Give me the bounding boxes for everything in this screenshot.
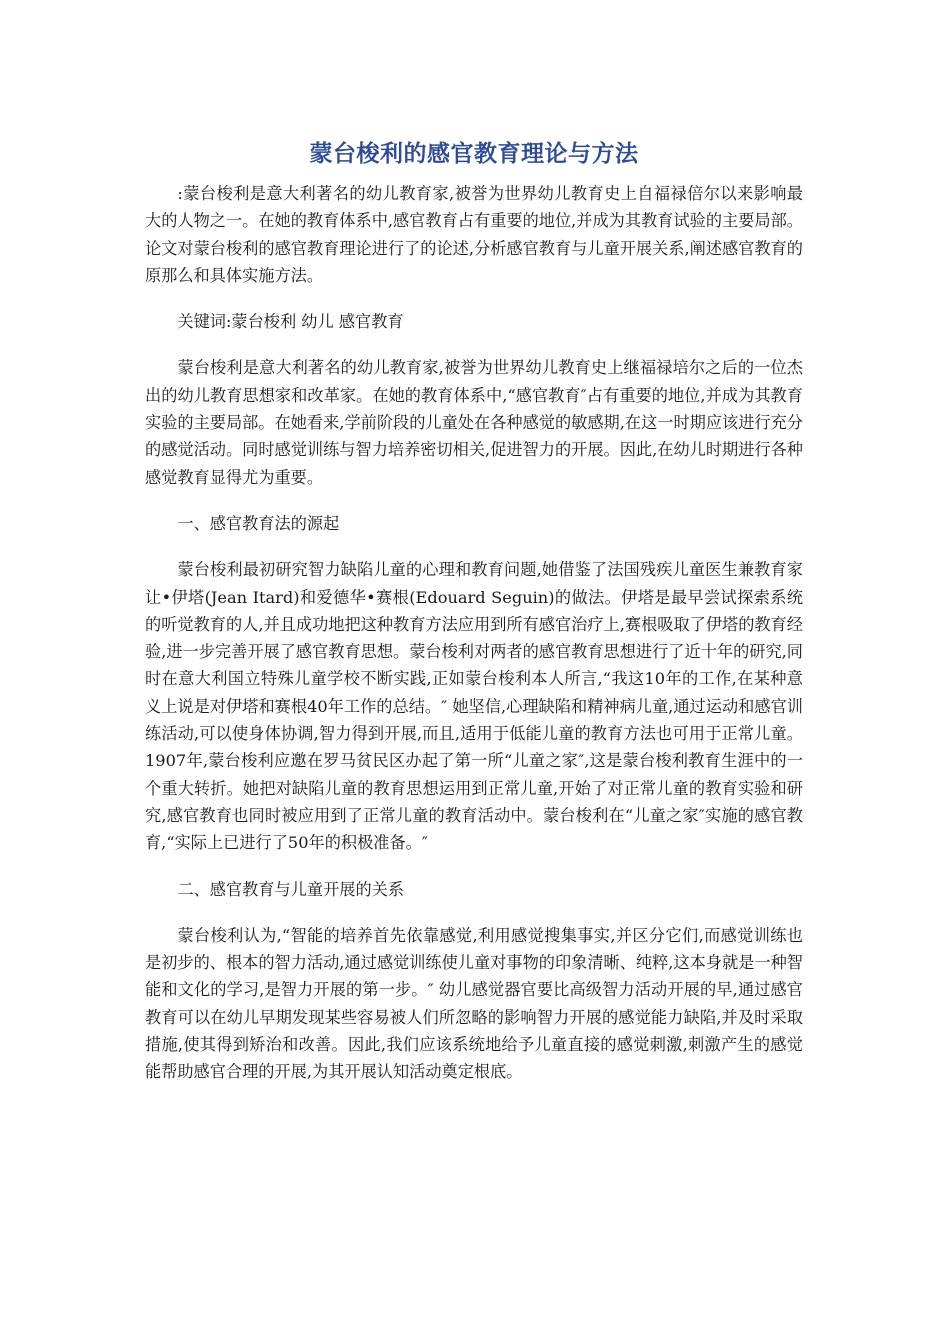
section-1-paragraph: 蒙台梭利最初研究智力缺陷儿童的心理和教育问题,她借鉴了法国残疾儿童医生兼教育家让•伊塔(Jean Itard)和爱德华•赛根(Edouard Seguin)的做法。伊塔是最早尝试探索系统的听觉教育的人,并且成功地把这种教育方法应用到所有感官治疗上,赛根吸取了伊塔的教育经验,进一步完善开展了感官教育思想。蒙台梭利对两者的感官教育思想进行了近十年的研究,同时在意大利国立特殊儿童学校不断实践,正如蒙台梭利本人所言,“我这10年的工作,在某种意义上说是对伊塔和赛根40年工作的总结。″ 她坚信,心理缺陷和精神病儿童,通过运动和感官训练活动,可以使身体协调,智力得到开展,而且,适用于低能儿童的教育方法也可用于正常儿童。1907年,蒙台梭利应邀在罗马贫民区办起了第一所“儿童之家″,这是蒙台梭利教育生涯中的一个重大转折。她把对缺陷儿童的教育思想运用到正常儿童,开始了对正常儿童的教育实验和研究,感官教育也同时被应用到了正常儿童的教育活动中。蒙台梭利在“儿童之家″实施的感官教育,“实际上已进行了50年的积极准备。″ <box>145 560 803 853</box>
section-2-paragraph: 蒙台梭利认为,“智能的培养首先依靠感觉,利用感觉搜集事实,并区分它们,而感觉训练也是初步的、根本的智力活动,通过感觉训练使儿童对事物的印象清晰、纯粹,这本身就是一种智能和文化的学习,是智力开展的第一步。″ 幼儿感觉器官要比高级智力活动开展的早,通过感官教育可以在幼儿早期发现某些容易被人们所忽略的影响智力开展的感觉能力缺陷,并及时采取措施,使其得到矫治和改善。因此,我们应该系统地给予儿童直接的感觉刺激,刺激产生的感觉能帮助感官合理的开展,为其开展认知活动奠定根底。 <box>145 925 803 1082</box>
document-page <box>145 128 803 1105</box>
keywords-line: 关键词:蒙台梭利 幼儿 感官教育 <box>177 312 404 332</box>
document-title: 蒙台梭利的感官教育理论与方法 <box>309 141 639 167</box>
abstract-paragraph: :蒙台梭利是意大利著名的幼儿教育家,被誉为世界幼儿教育史上自福禄倍尔以来影响最大的人物之一。在她的教育体系中,感官教育占有重要的地位,并成为其教育试验的主要局部。论文对蒙台梭利的感官教育理论进行了的论述,分析感官教育与儿童开展关系,阐述感官教育的原那么和具体实施方法。 <box>145 184 803 285</box>
intro-paragraph: 蒙台梭利是意大利著名的幼儿教育家,被誉为世界幼儿教育史上继福禄培尔之后的一位杰出的幼儿教育思想家和改革家。在她的教育体系中,“感官教育″占有重要的地位,并成为其教育实验的主要局部。在她看来,学前阶段的儿童处在各种感觉的敏感期,在这一时期应该进行充分的感觉活动。同时感觉训练与智力培养密切相关,促进智力的开展。因此,在幼儿时期进行各种感觉教育显得尤为重要。 <box>145 358 803 487</box>
section-1-heading: 一、感官教育法的源起 <box>177 513 340 533</box>
section-2-heading: 二、感官教育与儿童开展的关系 <box>177 879 405 899</box>
